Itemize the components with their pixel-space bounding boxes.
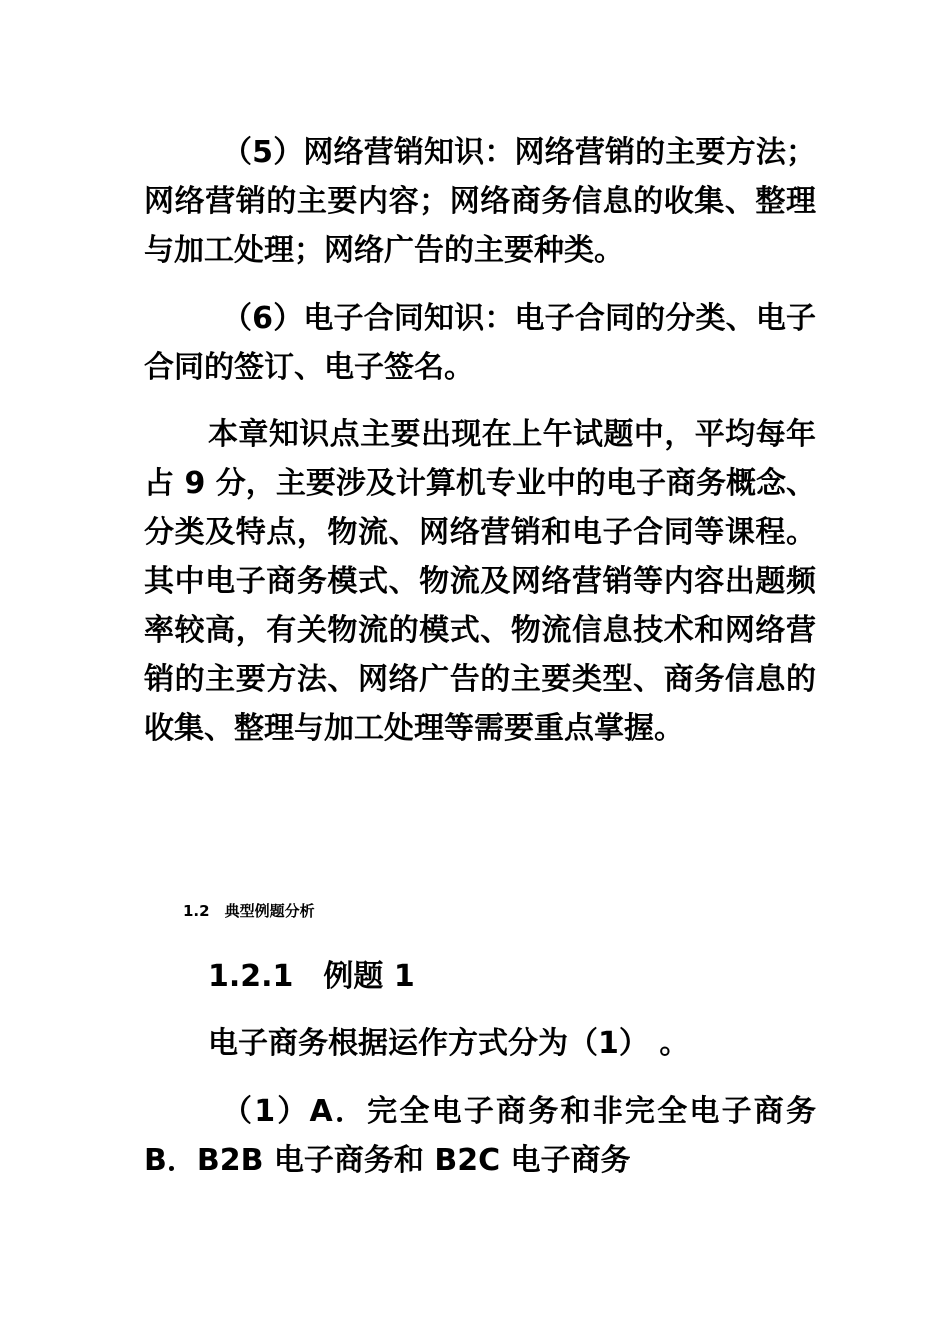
example-options: （1）A．完全电子商务和非完全电子商务 B．B2B 电子商务和 B2C 电子商务 bbox=[144, 1094, 876, 1178]
paragraph-network-marketing: （5）网络营销知识：网络营销的主要方法；网络营销的主要内容；网络商务信息的收集、整理与加工处理；网络广告的主要种类。 bbox=[144, 135, 816, 268]
example-question: 电子商务根据运作方式分为（1） 。 bbox=[208, 1026, 690, 1061]
example-heading: 1.2.1 例题 1 bbox=[208, 959, 415, 994]
paragraph-electronic-contract: （6）电子合同知识：电子合同的分类、电子合同的签订、电子签名。 bbox=[144, 301, 816, 385]
section-heading: 1.2 典型例题分析 bbox=[183, 902, 315, 920]
paragraph-chapter-summary: 本章知识点主要出现在上午试题中，平均每年占 9 分，主要涉及计算机专业中的电子商务概念、分类及特点，物流、网络营销和电子合同等课程。其中电子商务模式、物流及网络营销等内容出题频率较高，有关物流的模式、物流信息技术和网络营销的主要方法、网络广告的主要类型、商务信息的收集、整理与加工处理等需要重点掌握。 bbox=[144, 417, 816, 746]
